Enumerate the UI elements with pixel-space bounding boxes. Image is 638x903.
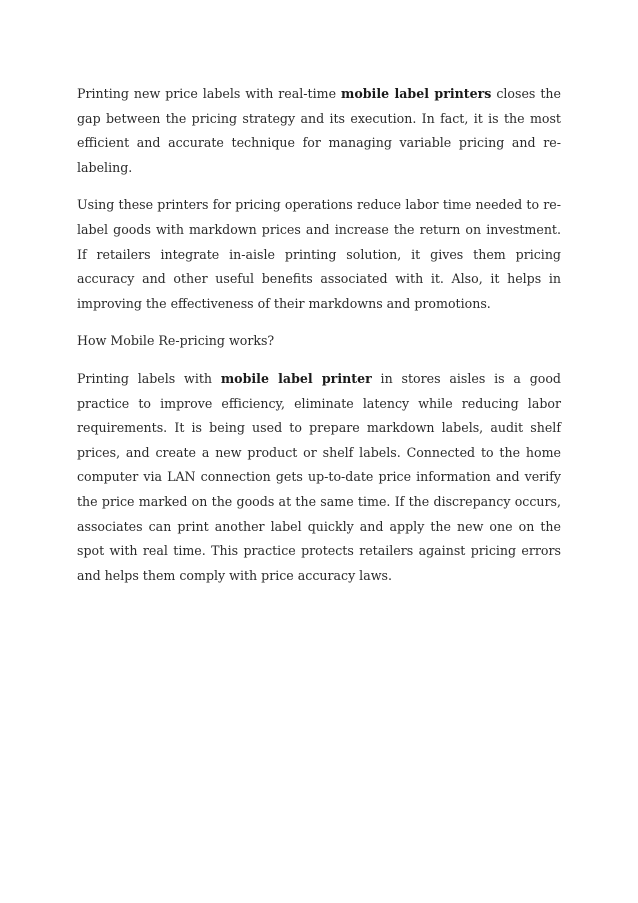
- section-heading: How Mobile Re-pricing works?: [77, 333, 275, 349]
- paragraph-intro-rest: closes the gap between the pricing strategy and its execution. In fact, it is the most efficient and accurate technique for managing variable pricing and re-labeling.: [77, 86, 561, 175]
- keyword-mobile-label-printer: mobile label printer: [220, 370, 372, 386]
- keyword-mobile-label-printers: mobile label printers: [341, 86, 492, 101]
- paragraph-benefits: Using these printers for pricing operations reduce labor time needed to re-label goods with markdown prices and increase the return on investment. If retailers integrate in-aisle printing solution, it gives them pricing accuracy and other useful benefits associated with it. Also, it helps in improving the effectiveness of their markdowns and promotions.: [77, 197, 561, 311]
- paragraph-how-rest: in stores aisles is a good practice to improve efficiency, eliminate latency while reducing labor requirements. It is being used to prepare markdown labels, audit shelf prices, and create a new product or shelf labels. Connected to the home computer via LAN connection gets up-to-date price information and verify the price marked on the goods at the same time. If the discrepancy occurs, associates can print another label quickly and apply the new one on the spot with real time. This practice protects retailers against pricing errors and helps them comply with price accuracy laws.: [77, 370, 561, 583]
- paragraph-intro-lead: Printing new price labels with real-time: [77, 86, 342, 101]
- paragraph-how-lead: Printing labels with: [77, 370, 221, 386]
- paragraph-intro: [77, 82, 561, 180]
- paragraph-how-it-works: [77, 367, 561, 588]
- document-body: [77, 82, 561, 588]
